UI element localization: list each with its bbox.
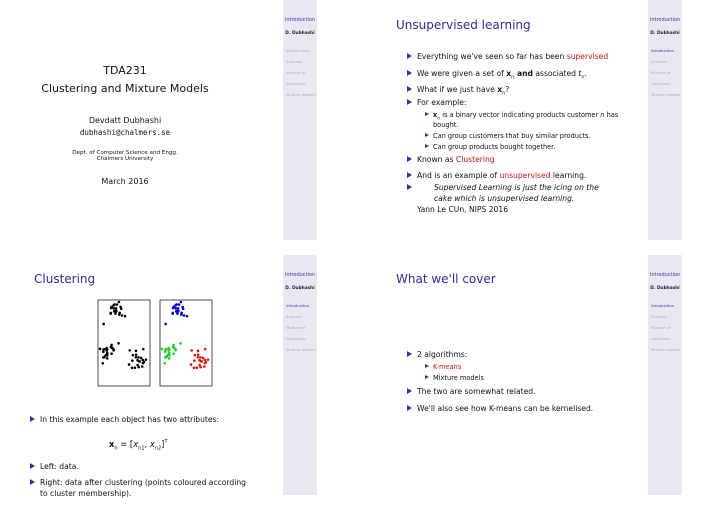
- data-point: [106, 353, 109, 356]
- clustered-point: [186, 315, 189, 318]
- sidebar-item[interactable]: Introduction: [286, 48, 309, 53]
- university: Chalmers University: [96, 156, 154, 162]
- clustered-point: [175, 303, 178, 306]
- clustered-point: [205, 361, 208, 364]
- course-code: TDA231: [103, 64, 147, 77]
- clustered-point: [176, 312, 179, 315]
- sub-bullet: K-means: [433, 362, 461, 372]
- clustered-point: [181, 306, 184, 309]
- clustered-point: [202, 357, 205, 360]
- bullet: Everything we've seen so far has been supervised: [417, 51, 608, 62]
- data-point: [137, 356, 140, 359]
- clustered-point: [190, 363, 193, 366]
- bullet: Left: data.: [40, 461, 79, 472]
- date: March 2016: [101, 177, 149, 186]
- data-point: [135, 353, 138, 356]
- clustered-point: [171, 312, 174, 315]
- sidebar-item[interactable]: Mixture of Gaussians: [286, 325, 306, 341]
- sidebar: [648, 255, 682, 495]
- author-name: Devdatt Dubhashi: [88, 116, 162, 125]
- sidebar-author: D. Dubhashi: [285, 286, 315, 291]
- sidebar: [648, 0, 682, 240]
- sidebar-author: D. Dubhashi: [650, 286, 680, 291]
- clustered-point: [172, 346, 175, 349]
- left-plot-points: [99, 301, 148, 369]
- slide-title: Clustering: [34, 272, 96, 286]
- clustered-point: [163, 362, 166, 365]
- bullet: For example:: [417, 97, 467, 108]
- sidebar-item[interactable]: K-means: [651, 314, 668, 319]
- equation: $x_n = [x_{n1}$, $x_{n2}]^T$: [109, 438, 168, 452]
- clustered-point: [197, 353, 200, 356]
- clustered-point: [172, 305, 175, 308]
- data-point: [131, 359, 134, 362]
- sub-bullet: Mixture models: [433, 373, 484, 383]
- clustered-point: [180, 313, 183, 316]
- sidebar-item[interactable]: Introduction: [651, 48, 674, 53]
- sidebar-nav: [286, 45, 317, 100]
- slide-clustering: [0, 255, 360, 510]
- sidebar-item[interactable]: Mixture models: [286, 347, 316, 352]
- clustered-point: [196, 366, 199, 369]
- sidebar: [283, 255, 317, 495]
- bullet: The two are somewhat related.: [417, 386, 536, 397]
- sidebar-item[interactable]: Mixture models: [651, 92, 681, 97]
- clustered-point: [190, 349, 193, 352]
- data-point: [115, 309, 118, 312]
- clustered-point: [177, 309, 180, 312]
- clustered-point: [193, 359, 196, 362]
- data-point: [113, 303, 116, 306]
- data-point: [110, 346, 113, 349]
- data-point: [137, 360, 140, 363]
- slide-cover: [360, 255, 720, 510]
- data-point: [118, 313, 121, 316]
- data-point: [119, 306, 122, 309]
- data-point: [102, 356, 105, 359]
- sidebar-nav: [286, 300, 317, 355]
- clustered-point: [193, 367, 196, 370]
- data-point: [140, 357, 143, 360]
- data-point: [142, 348, 145, 351]
- bullet: In this example each object has two attributes:: [40, 414, 219, 425]
- data-point: [135, 356, 138, 359]
- clustered-point: [207, 358, 210, 361]
- bullet: Known as Clustering: [417, 154, 495, 165]
- bullet: We were given a set of $x_n$ and associated $t_n$.: [417, 68, 587, 84]
- data-point: [137, 366, 140, 369]
- quote-line: cake which is unsupervised learning.: [434, 194, 575, 203]
- sidebar-item[interactable]: Mixture of Gaussians: [286, 70, 306, 86]
- data-point: [132, 354, 135, 357]
- sidebar-item[interactable]: K-means: [286, 314, 303, 319]
- clustered-point: [183, 314, 186, 317]
- sidebar-section: Introduction: [284, 17, 316, 23]
- data-point: [135, 350, 138, 353]
- clustered-point: [204, 348, 207, 351]
- clustered-point: [168, 357, 171, 360]
- clustered-point: [194, 354, 197, 357]
- data-point: [117, 342, 120, 345]
- data-point: [112, 349, 115, 352]
- sidebar-item[interactable]: Mixture models: [286, 92, 316, 97]
- deck-title: Clustering and Mixture Models: [41, 82, 209, 95]
- slide-title: What we'll cover: [396, 272, 496, 286]
- sidebar-section: Introduction: [649, 272, 681, 278]
- sidebar-item[interactable]: Mixture of Gaussians: [651, 325, 671, 341]
- data-point: [131, 367, 134, 370]
- data-point: [103, 348, 106, 351]
- sidebar-item[interactable]: Introduction: [651, 303, 674, 308]
- bullet: And is an example of unsupervised learning.: [417, 170, 586, 181]
- data-point: [102, 323, 105, 326]
- left-plot-frame: [98, 300, 150, 386]
- data-point: [141, 365, 144, 368]
- bullet: What if we just have $x_n$?: [417, 84, 509, 100]
- sidebar-item[interactable]: Introduction: [286, 303, 309, 308]
- data-point: [110, 352, 113, 355]
- department: Dept. of Computer Science and Engg.: [72, 150, 178, 156]
- sub-bullet: $x_n$ is a binary vector indicating products customer n has: [433, 110, 618, 124]
- clustered-point: [164, 356, 167, 359]
- data-point: [128, 349, 131, 352]
- bullet: 2 algorithms:: [417, 349, 467, 360]
- data-point: [128, 363, 131, 366]
- clustered-point: [199, 356, 202, 359]
- data-point: [118, 301, 121, 304]
- data-point: [109, 312, 112, 315]
- data-point: [99, 348, 102, 351]
- sidebar-nav: [651, 45, 682, 100]
- slide-unsupervised: [360, 0, 720, 255]
- author-email: dubhashi@chalmers.se: [79, 128, 171, 137]
- sidebar-section: Introduction: [649, 17, 681, 23]
- bullet: We'll also see how K-means can be kernelised.: [417, 403, 593, 414]
- sub-bullet: Can group products bought together.: [433, 142, 555, 152]
- data-point: [116, 303, 119, 306]
- quote-author: Yann Le CUn, NIPS 2016: [417, 205, 509, 214]
- sidebar-item[interactable]: Mixture models: [651, 347, 681, 352]
- sidebar-author: D. Dubhashi: [650, 31, 680, 36]
- slide-title: Unsupervised learning: [396, 18, 531, 32]
- data-point: [145, 358, 148, 361]
- data-point: [110, 305, 113, 308]
- clustered-point: [197, 356, 200, 359]
- sidebar: [283, 0, 317, 240]
- sidebar-author: D. Dubhashi: [285, 31, 315, 36]
- sub-bullet-cont: bought.: [433, 121, 459, 129]
- right-plot-frame: [160, 300, 212, 386]
- bullet-cont: to cluster membership).: [40, 489, 132, 498]
- clustered-point: [161, 348, 164, 351]
- clustered-point: [168, 353, 171, 356]
- data-point: [106, 357, 109, 360]
- quote-line: Supervised Learning is just the icing on the: [417, 182, 599, 193]
- bullet: Right: data after clustering (points coloured according: [40, 477, 246, 488]
- clustered-point: [180, 301, 183, 304]
- clustered-point: [178, 303, 181, 306]
- clustered-point: [199, 366, 202, 369]
- data-point: [134, 366, 137, 369]
- clustered-point: [199, 360, 202, 363]
- sidebar-item[interactable]: Mixture of Gaussians: [651, 70, 671, 86]
- clustered-point: [203, 365, 206, 368]
- clustered-point: [174, 349, 177, 352]
- clustered-point: [165, 348, 168, 351]
- data-point: [114, 312, 117, 315]
- clustered-point: [167, 347, 170, 350]
- clustered-point: [164, 323, 167, 326]
- data-point: [101, 362, 104, 365]
- clustered-point: [172, 352, 175, 355]
- data-point: [121, 314, 124, 317]
- data-point: [124, 315, 127, 318]
- right-plot-points: [161, 301, 210, 369]
- sub-bullet: Can group customers that buy similar products.: [433, 131, 591, 141]
- sidebar-nav: [651, 300, 682, 355]
- clustered-point: [197, 350, 200, 353]
- clustered-point: [179, 342, 182, 345]
- scatter-figure: [88, 297, 218, 395]
- data-point: [105, 347, 108, 350]
- slide-title: [0, 0, 360, 255]
- sidebar-item[interactable]: K-means: [651, 59, 668, 64]
- sidebar-item[interactable]: K-means: [286, 59, 303, 64]
- data-point: [143, 361, 146, 364]
- sidebar-section: Introduction: [284, 272, 316, 278]
